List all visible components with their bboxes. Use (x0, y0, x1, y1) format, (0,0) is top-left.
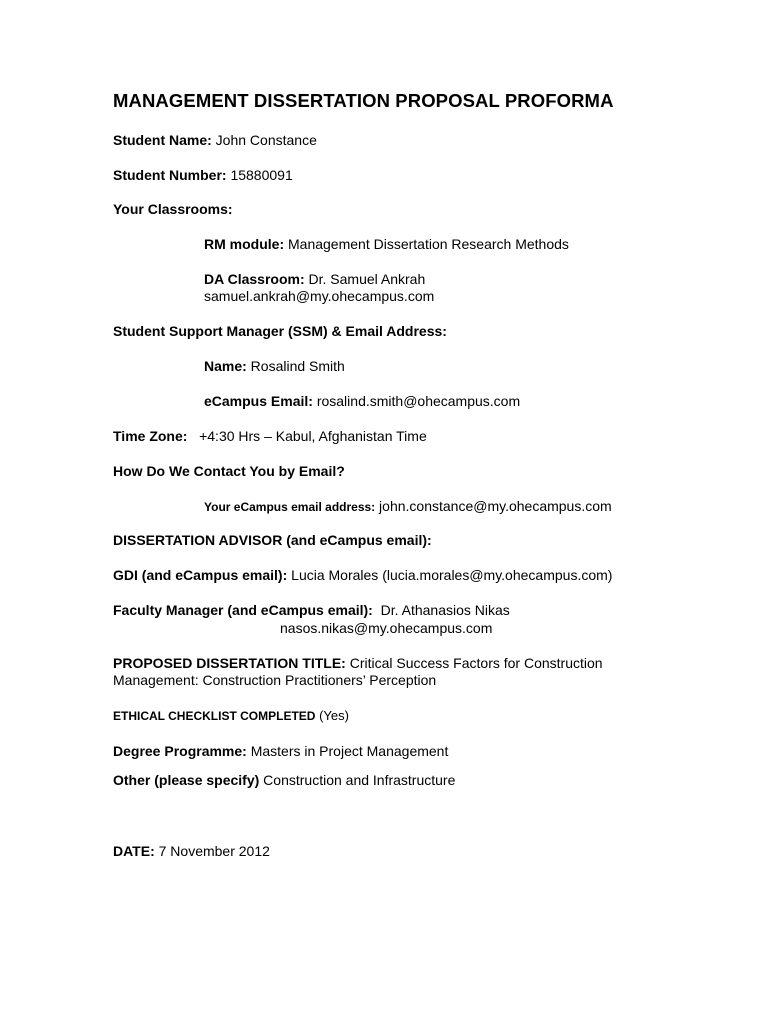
advisor-row (113, 532, 432, 549)
proposed-title-label: PROPOSED DISSERTATION TITLE: (113, 655, 346, 671)
ssm-email-value: rosalind.smith@ohecampus.com (312, 393, 521, 409)
gdi-value: Lucia Morales (lucia.morales@my.ohecampus.com) (287, 567, 613, 583)
contact-row (113, 463, 345, 480)
other-row (113, 772, 455, 789)
your-email-value: john.constance@my.ohecampus.com (375, 498, 612, 514)
date-value: 7 November 2012 (154, 843, 270, 859)
date-label: DATE: (113, 843, 155, 859)
faculty-manager-row (113, 602, 510, 619)
degree-label: Degree Programme: (113, 743, 247, 759)
ethical-label: ETHICAL CHECKLIST COMPLETED (113, 709, 316, 723)
page-title: MANAGEMENT DISSERTATION PROPOSAL PROFORMA (113, 90, 614, 111)
gdi-row (113, 567, 612, 584)
time-zone-label: Time Zone: (113, 428, 188, 444)
gdi-label: GDI (and eCampus email): (113, 567, 288, 583)
other-label: Other (please specify) (113, 772, 260, 788)
ssm-name-value: Rosalind Smith (246, 358, 345, 374)
ssm-name-label: Name: (204, 358, 247, 374)
degree-row (113, 743, 448, 760)
advisor-label: DISSERTATION ADVISOR (and eCampus email): (113, 532, 432, 548)
your-classrooms-label: Your Classrooms: (113, 201, 233, 217)
student-number-label: Student Number: (113, 167, 227, 183)
ssm-email-label: eCampus Email: (204, 393, 313, 409)
student-number-value: 15880091 (226, 167, 293, 183)
ethical-value: (Yes) (315, 708, 349, 723)
rm-module-row (204, 236, 569, 253)
degree-value: Masters in Project Management (246, 743, 449, 759)
your-classrooms-row (113, 201, 233, 218)
faculty-manager-email: nasos.nikas@my.ohecampus.com (280, 620, 493, 636)
rm-module-label: RM module: (204, 236, 285, 252)
other-value: Construction and Infrastructure (259, 772, 456, 788)
time-zone-row (113, 428, 427, 445)
your-email-row (204, 498, 612, 516)
contact-label: How Do We Contact You by Email? (113, 463, 345, 479)
da-classroom-label: DA Classroom: (204, 271, 305, 287)
ssm-row (113, 323, 447, 340)
faculty-manager-value: Dr. Athanasios Nikas (372, 602, 510, 618)
da-classroom-email: samuel.ankrah@my.ohecampus.com (204, 288, 435, 304)
ssm-email-row (204, 393, 520, 410)
proposed-title-value: Critical Success Factors for Construction (345, 655, 603, 671)
time-zone-value: +4:30 Hrs – Kabul, Afghanistan Time (187, 428, 427, 444)
proposed-title-value-line2: Management: Construction Practitioners’ Perception (113, 672, 437, 688)
faculty-manager-label: Faculty Manager (and eCampus email): (113, 602, 373, 618)
rm-module-value: Management Dissertation Research Methods (284, 236, 569, 252)
ethical-row (113, 707, 349, 725)
your-email-label: Your eCampus email address: (204, 500, 376, 514)
ssm-label: Student Support Manager (SSM) & Email Address: (113, 323, 447, 339)
da-classroom-value: Dr. Samuel Ankrah (304, 271, 426, 287)
date-row (113, 843, 270, 860)
student-name-value: John Constance (211, 132, 317, 148)
student-name-label: Student Name: (113, 132, 212, 148)
proposed-title-row (113, 655, 603, 672)
ssm-name-row (204, 358, 345, 375)
da-classroom-row (204, 271, 425, 288)
student-name-row (113, 132, 317, 149)
student-number-row (113, 167, 293, 184)
